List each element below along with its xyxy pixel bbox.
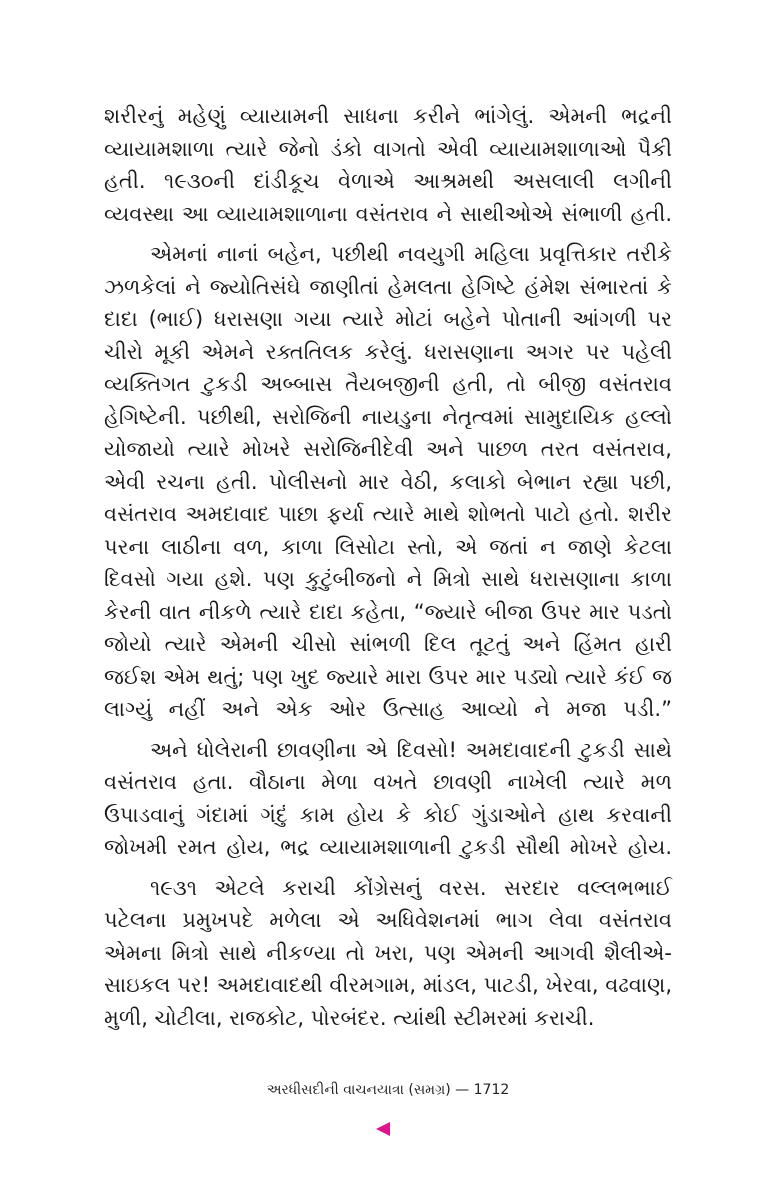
page-footer: અરધીસદીની વાચનયાત્રા (સમગ્ર) — 1712 xyxy=(266,1082,510,1098)
page-body xyxy=(104,100,672,1042)
paragraph-2: એમનાં નાનાં બહેન, પછીથી નવયુગી મહિલા પ્રવૃત્તિકાર તરીકે ઝળકેલાં ને જ્યોતિસંઘે જાણીતાં હેમલતા હેગિષ્ટે હંમેશ સંભારતાં કે દાદા (ભાઈ) ધરાસણા ગયા ત્યારે મોટાં બહેને પોતાની આંગળી પર ચીરો મૂકી એમને રક્તતિલક કરેલું. ધરાસણાના અગર પર પહેલી વ્યક્તિગત ટુકડી અબ્બાસ તૈયબજીની હતી, તો બીજી વસંતરાવ હેગિષ્ટેની. પછીથી, સરોજિની નાયડુના નેતૃત્વમાં સામુદાયિક હલ્લો યોજાયો ત્યારે મોખરે સરોજિનીદેવી અને પાછળ તરત વસંતરાવ, એવી રચના હતી. પોલીસનો માર વેઠી, કલાકો બેભાન રહ્યા પછી, વસંતરાવ અમદાવાદ પાછા ફર્યા ત્યારે માથે શોભતો પાટો હતો. શરીર પરના લાઠીના વળ, કાળા લિસોટા સ્તો, એ જતાં ન જાણે કેટલા દિવસો ગયા હશે. પણ કુટુંબીજનો ને મિત્રો સાથે ધરાસણાના કાળા કેરની વાત નીકળે ત્યારે દાદા કહેતા, “જ્યારે બીજા ઉપર માર પડતો જોયો ત્યારે એમની ચીસો સાંભળી દિલ તૂટતું અને હિંમત હારી જઈશ એમ થતું; પણ ખુદ જ્યારે મારા ઉપર માર પડ્યો ત્યારે કંઈ જ લાગ્યું નહીં અને એક ઓર ઉત્સાહ આવ્યો ને મજા પડી.” xyxy=(104,242,672,721)
previous-page-icon[interactable] xyxy=(376,1122,390,1136)
paragraph-3: અને ધોલેરાની છાવણીના એ દિવસો! અમદાવાદની ટુકડી સાથે વસંતરાવ હતા. વૌઠાના મેળા વખતે છાવણી નાખેલી ત્યારે મળ ઉપાડવાનું ગંદામાં ગંદું કામ હોય કે કોઈ ગુંડાઓને હાથ કરવાની જોખમી રમત હોય, ભદ્ર વ્યાયામશાળાની ટુકડી સૌથી મોખરે હોય. xyxy=(104,737,672,859)
paragraph-4: ૧૯૩૧ એટલે કરાચી કોંગ્રેસનું વરસ. સરદાર વલ્લભભાઈ પટેલના પ્રમુખપદે મળેલા એ અધિવેશનમાં ભાગ લેવા વસંતરાવ એમના મિત્રો સાથે નીકળ્યા તો ખરા, પણ એમની આગવી શૈલીએ-સાઇકલ પર! અમદાવાદથી વીરમગામ, માંડલ, પાટડી, ખેરવા, વઢવાણ, મુળી, ચોટીલા, રાજકોટ, પોરબંદર. ત્યાંથી સ્ટીમરમાં કરાચી. xyxy=(104,875,672,1030)
paragraph-1: શરીરનું મહેણું વ્યાયામની સાધના કરીને ભાંગેલું. એમની ભદ્રની વ્યાયામશાળા ત્યારે જેનો ડંકો વાગતો એવી વ્યાયામશાળાઓ પૈકી હતી. ૧૯૩૦ની દાંડીકૂચ વેળાએ આશ્રમથી અસલાલી લગીની વ્યવસ્થા આ વ્યાયામશાળાના વસંતરાવ ને સાથીઓએ સંભાળી હતી. xyxy=(104,104,672,226)
